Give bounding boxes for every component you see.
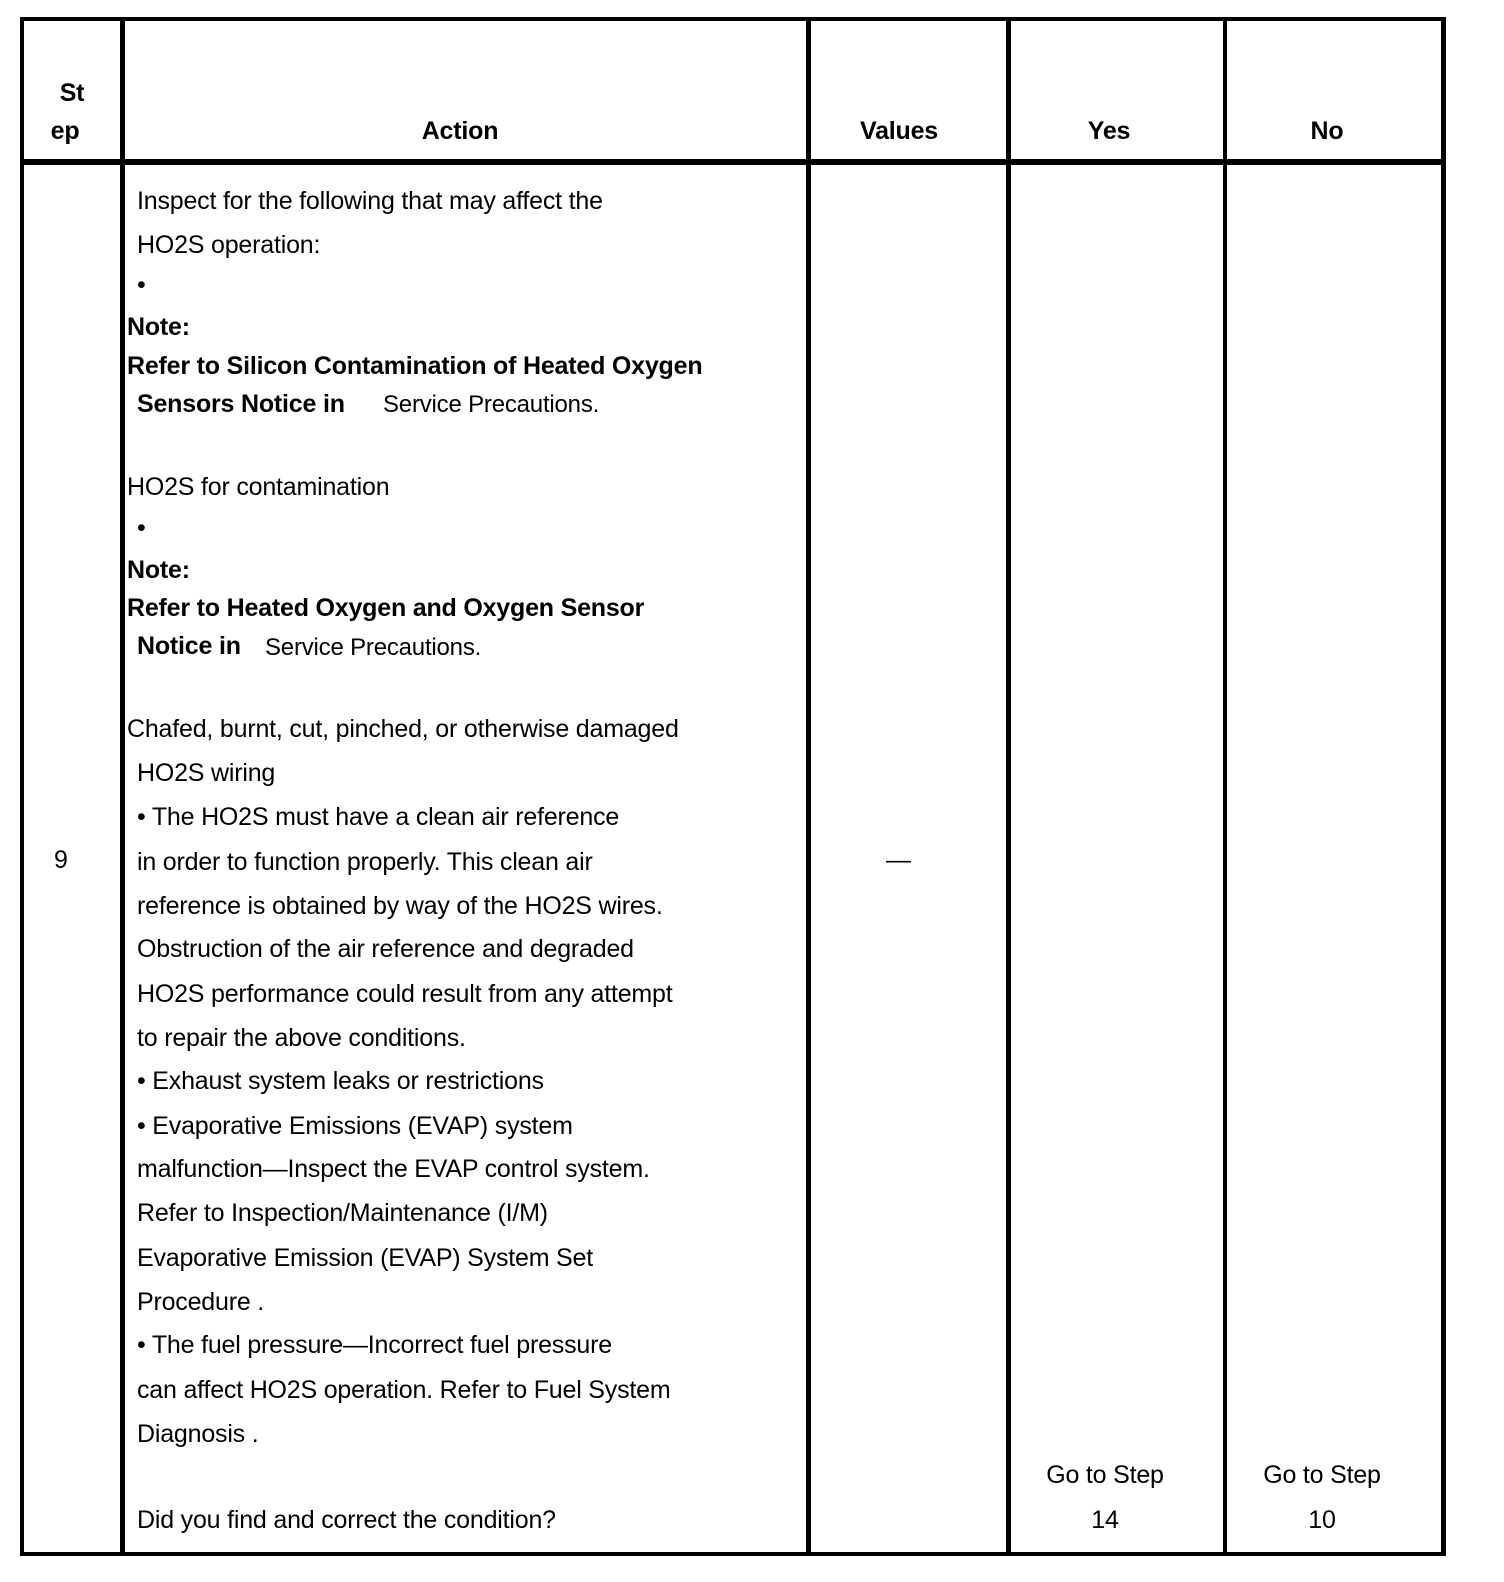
table-right-border [1441, 17, 1446, 1556]
note-text: Notice in [137, 632, 241, 660]
note-label: Note: [127, 313, 190, 341]
column-divider-step-action [120, 17, 125, 1556]
values-dash: — [886, 846, 911, 874]
action-line: • The HO2S must have a clean air reference [137, 803, 620, 831]
column-divider-yes-no [1223, 17, 1227, 1556]
service-precautions-link[interactable]: Service Precautions. [383, 391, 600, 418]
action-line: reference is obtained by way of the HO2S wires. [137, 892, 663, 920]
action-line: • The fuel pressure—Incorrect fuel pressure [137, 1331, 612, 1359]
service-precautions-link[interactable]: Service Precautions. [265, 634, 482, 661]
header-yes: Yes [1087, 117, 1131, 145]
header-step-line1: St [59, 79, 85, 107]
no-goto-step[interactable]: 10 [1308, 1506, 1336, 1534]
action-line: in order to function properly. This clean air [137, 848, 593, 876]
question-line: Did you find and correct the condition? [137, 1506, 556, 1534]
table-left-border [20, 17, 24, 1556]
action-line: to repair the above conditions. [137, 1024, 466, 1052]
action-line: can affect HO2S operation. Refer to Fuel System [137, 1376, 671, 1404]
action-bullet: • [137, 514, 146, 542]
action-bullet: • [137, 271, 146, 299]
column-divider-action-values [806, 17, 811, 1556]
action-line: Obstruction of the air reference and degraded [137, 935, 634, 963]
header-no: No [1310, 117, 1344, 145]
action-line: Refer to Inspection/Maintenance (I/M) [137, 1199, 548, 1227]
action-line: Inspect for the following that may affect the [137, 187, 603, 215]
action-line: HO2S performance could result from any attempt [137, 980, 673, 1008]
note-label: Note: [127, 556, 190, 584]
table-bottom-border [20, 1552, 1446, 1556]
header-values: Values [859, 117, 939, 145]
action-line: Evaporative Emission (EVAP) System Set [137, 1244, 593, 1272]
action-line: • Exhaust system leaks or restrictions [137, 1067, 544, 1095]
step-number: 9 [54, 846, 68, 874]
table-top-border [20, 17, 1446, 21]
note-text: Sensors Notice in [137, 390, 345, 418]
action-line: Procedure . [137, 1288, 265, 1316]
no-goto-label[interactable]: Go to Step [1263, 1461, 1381, 1489]
action-line: Chafed, burnt, cut, pinched, or otherwise damaged [127, 715, 679, 743]
header-action: Action [421, 117, 499, 145]
action-line: • Evaporative Emissions (EVAP) system [137, 1112, 573, 1140]
note-text: Refer to Heated Oxygen and Oxygen Sensor [127, 594, 645, 622]
action-line: HO2S for contamination [127, 473, 390, 501]
note-text: Refer to Silicon Contamination of Heated Oxygen [127, 352, 703, 380]
action-line: HO2S operation: [137, 231, 321, 259]
column-divider-values-yes [1006, 17, 1011, 1556]
header-divider [20, 159, 1446, 165]
header-step-line2: ep [50, 117, 80, 145]
yes-goto-step[interactable]: 14 [1091, 1506, 1119, 1534]
action-line: malfunction—Inspect the EVAP control system. [137, 1155, 650, 1183]
action-line: Diagnosis . [137, 1420, 259, 1448]
action-line: HO2S wiring [137, 759, 276, 787]
yes-goto-label[interactable]: Go to Step [1046, 1461, 1164, 1489]
